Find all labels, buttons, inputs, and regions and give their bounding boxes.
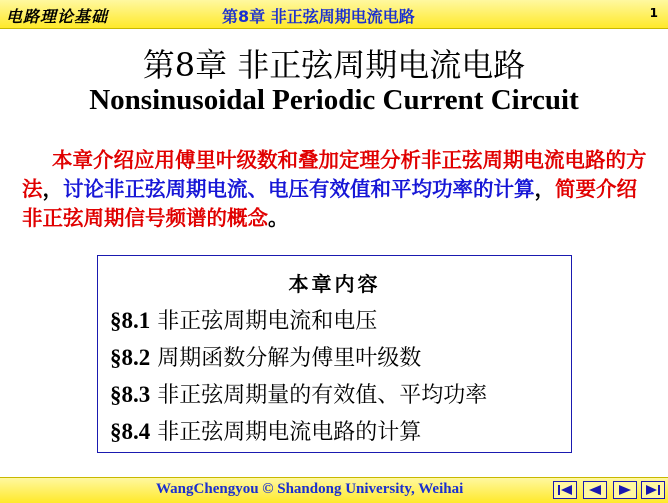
toc-item-8-4[interactable] [110, 415, 421, 446]
previous-page-icon [586, 484, 604, 496]
intro-part-3: 简要介绍非正弦周期信号频谱的概念 [22, 177, 637, 230]
intro-part-2: 讨论非正弦周期电流、电压有效值和平均功率的计算 [63, 177, 535, 201]
first-page-button[interactable] [553, 481, 577, 499]
toc-item-number: §8.3 [110, 382, 151, 407]
intro-period: 。 [268, 206, 289, 230]
intro-comma-2: ， [534, 177, 555, 201]
toc-item-8-3[interactable] [110, 378, 487, 409]
toc-item-8-1[interactable] [110, 304, 377, 335]
chapter-title-chinese: 第8章 非正弦周期电流电路 [142, 46, 526, 84]
intro-comma-1: ， [42, 177, 63, 201]
toc-item-label: 非正弦周期量的有效值、平均功率 [150, 383, 488, 408]
first-page-icon [556, 484, 574, 496]
contents-title: 本章内容 [288, 272, 381, 296]
toc-item-number: §8.4 [110, 419, 151, 444]
last-page-button[interactable] [641, 481, 665, 499]
next-page-button[interactable] [613, 481, 637, 499]
toc-item-label: 非正弦周期电流电路的计算 [150, 420, 422, 445]
toc-item-8-2[interactable] [110, 341, 421, 372]
contents-box [97, 255, 572, 453]
footer-bar [0, 477, 668, 503]
intro-part-1: 本章介绍应用傅里叶级数和叠加定理分析非正弦周期电流电路的方法 [22, 148, 647, 201]
previous-page-button[interactable] [583, 481, 607, 499]
toc-item-number: §8.1 [110, 308, 151, 333]
last-page-icon [644, 484, 662, 496]
toc-item-number: §8.2 [110, 345, 151, 370]
header-bar [0, 0, 668, 29]
page-number: 1 [649, 6, 658, 20]
header-chapter-title: 第8章 非正弦周期电流电路 [222, 7, 415, 26]
toc-item-label: 非正弦周期电流和电压 [150, 309, 378, 334]
toc-item-label: 周期函数分解为傅里叶级数 [150, 346, 422, 371]
footer-credit: WangChengyou © Shandong University, Weihai [156, 481, 464, 497]
course-title: 电路理论基础 [6, 7, 109, 26]
next-page-icon [616, 484, 634, 496]
chapter-title-english: Nonsinusoidal Periodic Current Circuit [89, 84, 579, 116]
chapter-intro [22, 146, 652, 233]
